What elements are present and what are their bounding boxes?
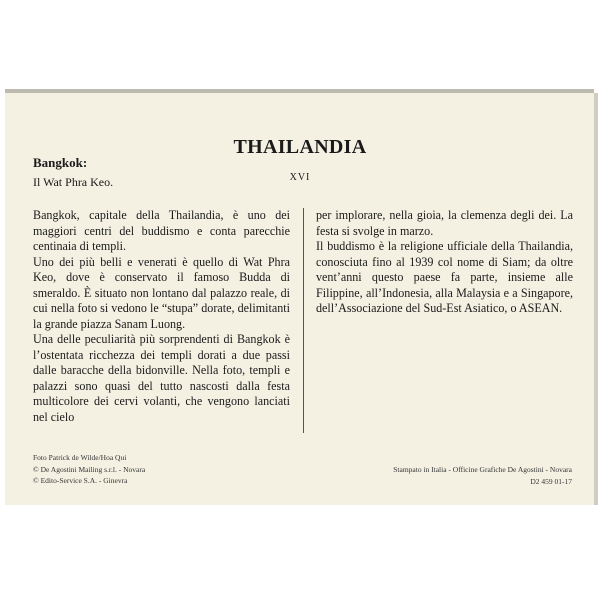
paragraph: Bangkok, capitale della Thailandia, è uno dei maggiori centri del buddismo e conta parecchie centinaia di templi. — [33, 208, 290, 253]
printer-info — [393, 464, 572, 487]
card-number: XVI — [289, 172, 311, 183]
card-title: THAILANDIA — [233, 136, 367, 158]
column-divider — [303, 208, 304, 433]
paragraph: Il buddismo è la religione ufficiale della Thailandia, conosciuta fino al 1939 col nome di Siam; da oltre vent’anni questo paese fa parte, insieme alle Filippine, all’Indonesia, alla Malaysia e a Singapore, dell’Associazione del Sud-Est Asiatico, o ASEAN. — [316, 239, 573, 315]
paragraph: Uno dei più belli e venerati è quello di Wat Phra Keo, dove è conservato il famoso Budda di smeraldo. È situato non lontano dal palazzo reale, di cui nella foto si vedono le “stupa” dorate, delimitanti la grande piazza Sanam Luong. — [33, 254, 290, 331]
location-heading: Bangkok: — [33, 155, 88, 170]
credit-line: © Edito-Service S.A. - Ginevra — [33, 476, 128, 485]
paragraph: Una delle peculiarità più sorprendenti di Bangkok è l’ostentata ricchezza dei templi dorati a due passi dalle baracche della bidonville. Nella foto, templi e palazzi sono quasi del tutto nascosti dalla festa multicolore dei cervi volanti, che vengono lanciati nel cielo — [33, 332, 290, 424]
printer-line: Stampato in Italia - Officine Grafiche De Agostini - Novara — [393, 465, 572, 474]
credit-line: © De Agostini Mailing s.r.l. - Novara — [33, 464, 146, 474]
location-subheading: Il Wat Phra Keo. — [33, 175, 114, 189]
description-left-column — [33, 208, 290, 425]
credit-line: Foto Patrick de Wilde/Hoa Qui — [33, 453, 127, 462]
product-code: D2 459 01-17 — [530, 476, 572, 486]
description-right-column — [316, 208, 573, 317]
photo-credits — [33, 452, 145, 487]
paragraph: per implorare, nella gioia, la clemenza degli dei. La festa si svolge in marzo. — [316, 208, 573, 238]
